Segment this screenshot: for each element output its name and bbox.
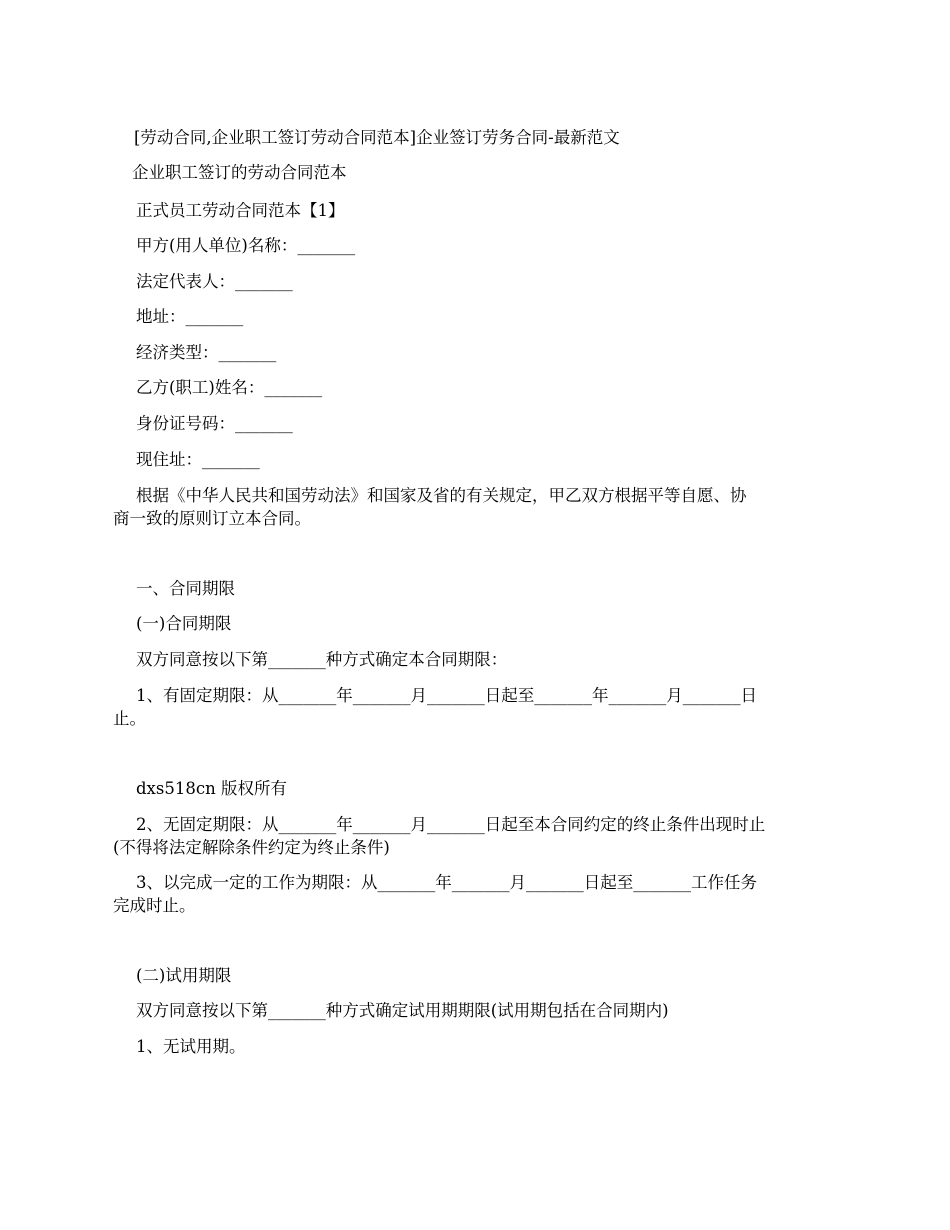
field-employer-name: 甲方(用人单位)名称：_______ (136, 236, 356, 255)
document-title: [劳动合同,企业职工签订劳动合同范本]企业签订劳务合同-最新范文 (134, 128, 620, 147)
field-id-number: 身份证号码：_______ (136, 414, 293, 433)
contract-heading: 正式员工劳动合同范本【1】 (136, 201, 345, 220)
preamble-line-1: 根据《中华人民共和国劳动法》和国家及省的有关规定，甲乙双方根据平等自愿、协 (136, 486, 747, 505)
preamble-line-2: 商一致的原则订立本合同。 (113, 509, 311, 528)
document-subtitle: 企业职工签订的劳动合同范本 (132, 163, 347, 182)
term2-line-2: (不得将法定解除条件约定为终止条件) (113, 838, 390, 857)
copyright-note: dxs518cn 版权所有 (136, 779, 287, 798)
field-employee-name: 乙方(职工)姓名：_______ (136, 378, 323, 397)
term2-line-1: 2、无固定期限：从_______年_______月_______日起至本合同约定的终止条件出现时止 (136, 815, 766, 834)
probation-intro: 双方同意按以下第_______种方式确定试用期期限(试用期包括在合同期内) (136, 1001, 669, 1020)
section1-sub2: (二)试用期限 (136, 966, 232, 985)
probation-option-1: 1、无试用期。 (136, 1037, 246, 1056)
field-legal-rep: 法定代表人：_______ (136, 272, 293, 291)
term1-line-1: 1、有固定期限：从_______年_______月_______日起至_______年_______月_______日 (136, 686, 757, 705)
term1-line-2: 止。 (113, 709, 146, 728)
field-address: 地址：_______ (136, 307, 244, 326)
field-current-address: 现住址：_______ (136, 450, 260, 469)
section1-heading: 一、合同期限 (136, 579, 235, 598)
section1-intro: 双方同意按以下第_______种方式确定本合同期限： (136, 650, 508, 669)
section1-sub1: (一)合同期限 (136, 614, 232, 633)
field-economic-type: 经济类型：_______ (136, 343, 277, 362)
term3-line-1: 3、以完成一定的工作为期限：从_______年_______月_______日起至_______工作任务 (136, 873, 757, 892)
term3-line-2: 完成时止。 (113, 896, 196, 915)
